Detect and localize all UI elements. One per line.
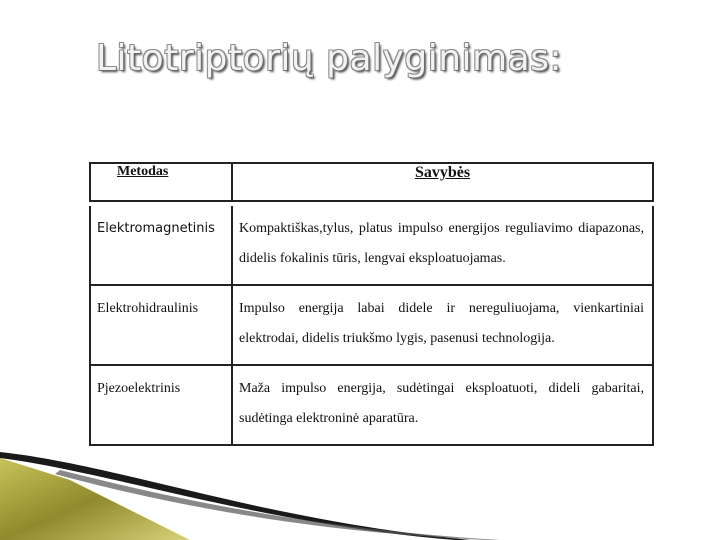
properties-cell: Maža impulso energija, sudėtingai eksploatuoti, dideli gabaritai, sudėtinga elektroninė aparatūra. [232, 365, 653, 445]
table-row [90, 365, 653, 445]
method-cell: Pjezoelektrinis [90, 365, 232, 445]
table-header-row [90, 163, 653, 201]
comparison-table [89, 162, 654, 446]
properties-cell: Kompaktiškas,tylus, platus impulso energijos reguliavimo diapazonas, didelis fokalinis tūris, lengvai eksploatuojamas. [232, 206, 653, 285]
slide-title: Litotriptorių palyginimas: [96, 38, 563, 79]
header-properties: Savybės [232, 163, 653, 201]
header-method: Metodas [90, 163, 232, 201]
method-cell: Elektrohidraulinis [90, 285, 232, 365]
table-row [90, 285, 653, 365]
table-row [90, 206, 653, 285]
properties-cell: Impulso energija labai didele ir nereguliuojama, vienkartiniai elektrodai, didelis triukšmo lygis, pasenusi technologija. [232, 285, 653, 365]
decorative-swoosh [0, 440, 720, 540]
method-cell: Elektromagnetinis [90, 206, 232, 285]
